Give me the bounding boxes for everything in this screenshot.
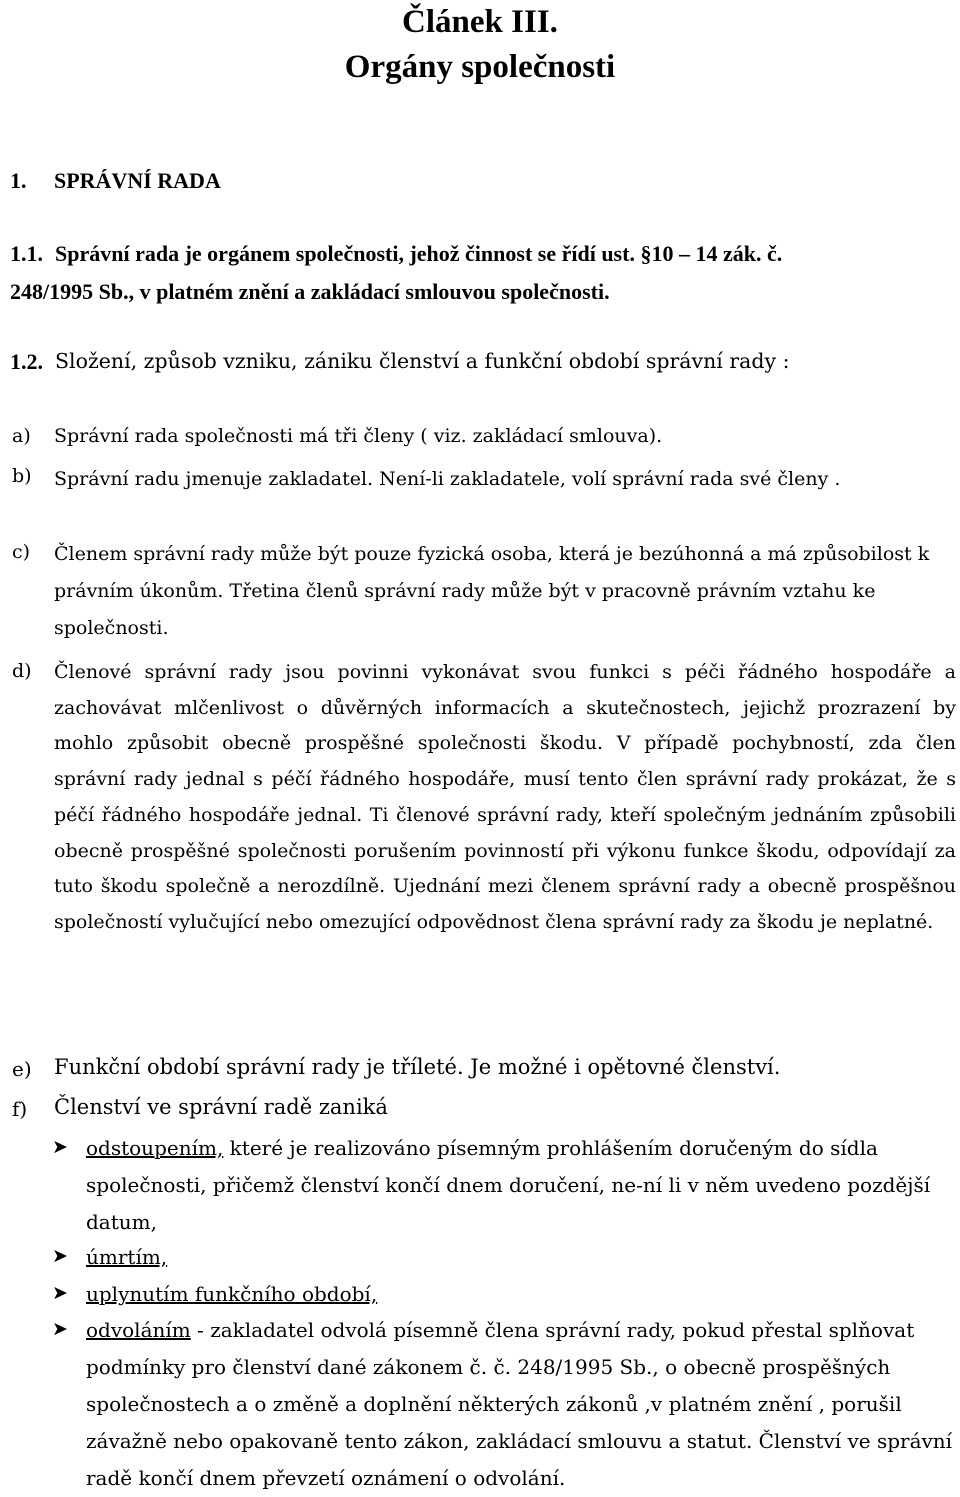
item-d-text: Členové správní rady jsou povinni vykonávat svou funkci s péči řádného hospodáře a zachovávat mlčenlivost o důvěrných informacích a skutečnostech, jejichž prozrazení by mohlo způsobit obecně prospěšné společnosti škodu. V případě pochybností, zda člen správní rady jednal s péčí řádného hospodáře, musí tento člen správní rady prokázat, že s péčí řádného hospodáře jednal. Ti členové správní rady, kteří společným jednáním způsobili obecně prospěšné společnosti porušením povinností při výkonu funkce škodu, odpovídají za tuto škodu společně a nerozdílně. Ujednání mezi členem správní rady a obecně prospěšnou společností vylučující nebo omezující odpovědnost člena správní rady za škodu je neplatné. (54, 661, 956, 933)
arrowhead-bullet-icon: ➤ (52, 1136, 68, 1158)
subsection-1-2-number: 1.2. (10, 349, 43, 374)
item-c-text: Členem správní rady může být pouze fyzická osoba, která je bezúhonná a má způsobilost k právním úkonům. Třetina členů správní rady může být v pracovně právním vztahu ke společnosti. (54, 543, 930, 639)
item-b-text: Správní radu jmenuje zakladatel. Není-li zakladatele, volí správní rada své členy . (54, 468, 841, 490)
article-subheading: Orgány společnosti (344, 49, 616, 85)
item-d-letter: d) (12, 660, 32, 682)
subsection-1-1-line2: 248/1995 Sb., v platném znění a zakládací smlouvou společnosti. (10, 279, 610, 304)
section-number: 1. (10, 168, 27, 193)
bullet-term: úmrtím, (86, 1245, 168, 1269)
bullet-term: odvoláním (86, 1318, 191, 1342)
item-e-letter: e) (12, 1057, 32, 1081)
arrowhead-bullet-icon: ➤ (52, 1282, 68, 1304)
item-c-letter: c) (12, 541, 31, 563)
section-title: SPRÁVNÍ RADA (54, 168, 221, 193)
item-b-letter: b) (12, 465, 32, 487)
bullet-term: uplynutím funkčního období, (86, 1282, 378, 1306)
item-e-text: Funkční období správní rady je tříleté. Je možné i opětovné členství. (54, 1055, 781, 1079)
item-a-letter: a) (12, 425, 31, 447)
arrowhead-bullet-icon: ➤ (52, 1245, 68, 1267)
bullet-item (86, 1239, 958, 1276)
bullet-text: které je realizováno písemným prohlášením doručeným do sídla společnosti, přičemž členství končí dnem doručení, ne-ní li v něm uvedeno pozdější datum, (86, 1136, 931, 1234)
item-f-letter: f) (12, 1097, 28, 1121)
item-f-text: Členství ve správní radě zaniká (54, 1095, 388, 1119)
bullet-item (86, 1276, 958, 1313)
bullet-text: - zakladatel odvolá písemně člena správní rady, pokud přestal splňovat podmínky pro členství dané zákonem č. č. 248/1995 Sb., o obecně prospěšných společnostech a o změně a doplnění některých zákonů ,v platném znění , porušil závažně nebo opakovaně tento zákon, zakládací smlouvu a statut. Členství ve správní radě končí dnem převzetí oznámení o odvolání. (86, 1318, 953, 1490)
bullet-item (86, 1312, 958, 1497)
item-a-text: Správní rada společnosti má tři členy ( viz. zakládací smlouva). (54, 425, 663, 447)
subsection-1-2-title: Složení, způsob vzniku, zániku členství a funkční období správní rady : (55, 349, 790, 373)
subsection-1-1-line1 (55, 241, 782, 267)
bullet-item (86, 1130, 958, 1241)
arrowhead-bullet-icon: ➤ (52, 1318, 68, 1340)
article-heading: Článek III. (402, 4, 558, 40)
subsection-1-1-number: 1.1. (10, 241, 43, 266)
subsection-1-1-line1-text: Správní rada je orgánem společnosti, jehož činnost se řídí ust. §10 – 14 zák. č. (55, 241, 783, 266)
bullet-term: odstoupením, (86, 1136, 224, 1160)
section-sign-icon: § (640, 241, 652, 266)
